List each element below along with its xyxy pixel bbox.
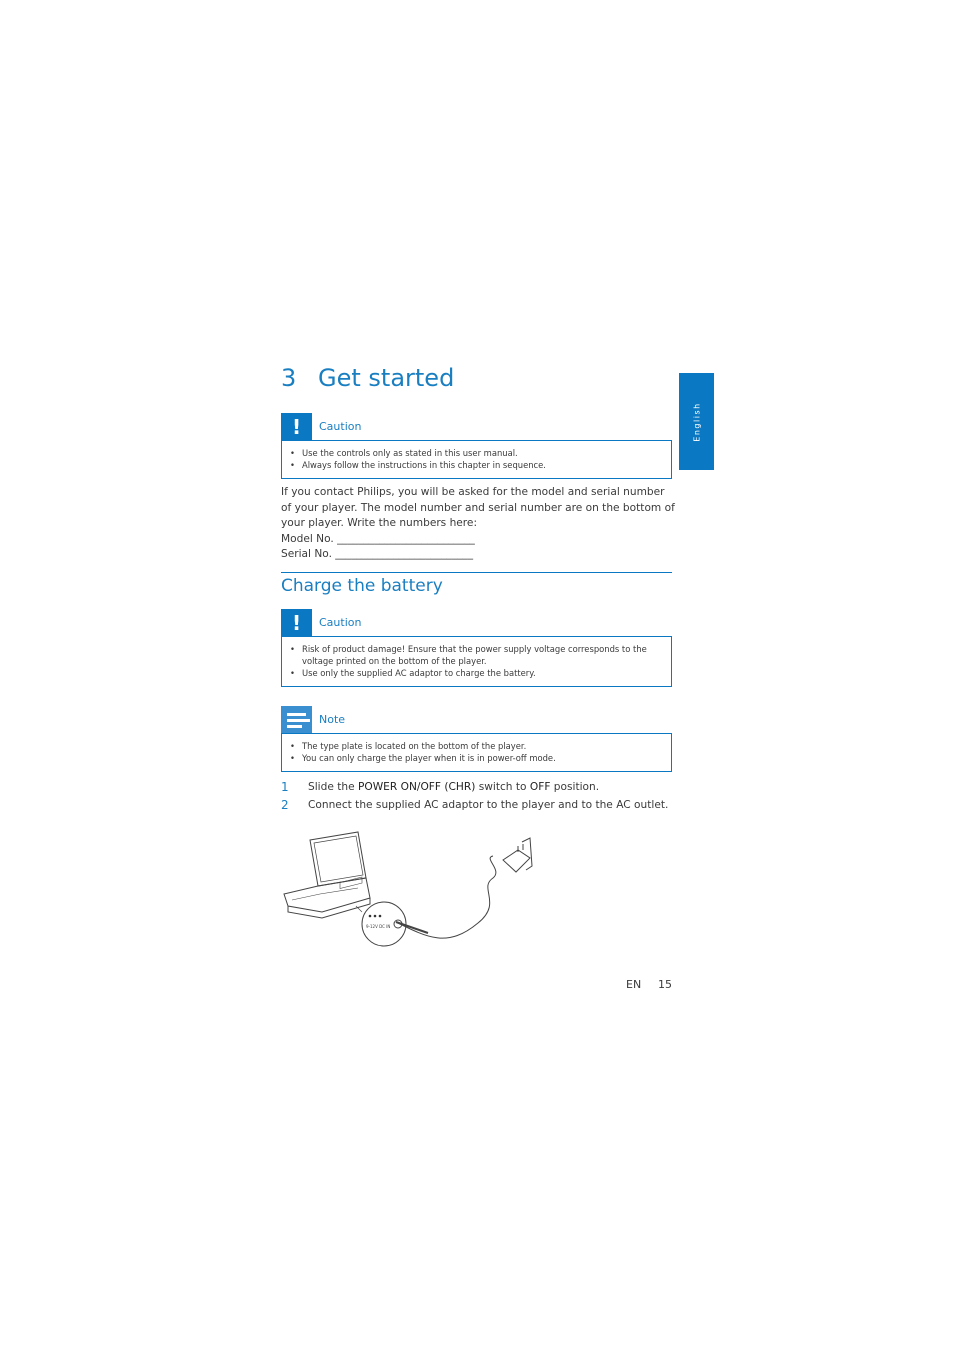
chapter-title: Get started <box>318 364 455 392</box>
note-item: • The type plate is located on the bottom of the player. <box>302 740 661 752</box>
jack-label: 9-12V DC IN <box>366 924 391 929</box>
caution-item: • Use only the supplied AC adaptor to charge the battery. <box>302 667 661 679</box>
charging-illustration <box>278 828 558 953</box>
intro-text <box>281 485 676 563</box>
page-number: 15 <box>658 978 672 991</box>
serial-number-line: Serial No. __________________________ <box>281 548 474 560</box>
step-number: 2 <box>281 798 289 812</box>
chapter-number: 3 <box>281 364 297 392</box>
exclamation-icon: ! <box>281 413 312 441</box>
section-title: Charge the battery <box>281 576 443 596</box>
intro-paragraph: If you contact Philips, you will be asked for the model and serial number of your player. The model number and serial number are on the bottom of your player. Write the numbers here: <box>281 486 675 529</box>
caution-label: Caution <box>319 420 362 433</box>
note-item: • You can only charge the player when it is in power-off mode. <box>302 752 661 764</box>
caution-item: • Risk of product damage! Ensure that the power supply voltage corresponds to the voltage printed on the bottom of the player. <box>302 643 661 667</box>
off-label: OFF <box>529 781 551 793</box>
section-divider <box>281 572 672 573</box>
caution-item: • Always follow the instructions in this chapter in sequence. <box>302 459 661 471</box>
step-number: 1 <box>281 780 289 794</box>
model-number-line: Model No. __________________________ <box>281 532 475 545</box>
footer-language: EN <box>626 978 642 991</box>
note-box <box>281 733 672 772</box>
step-text: Connect the supplied AC adaptor to the player and to the AC outlet. <box>308 799 669 811</box>
exclamation-icon: ! <box>281 609 312 637</box>
caution-label: Caution <box>319 616 362 629</box>
language-tab <box>679 373 714 470</box>
step-text: Slide the POWER ON/OFF (CHR) switch to OFF position. <box>308 781 600 793</box>
note-icon <box>281 706 312 734</box>
caution-box <box>281 440 672 479</box>
note-label: Note <box>319 713 346 726</box>
caution-box <box>281 636 672 687</box>
language-tab-label: English <box>692 401 701 442</box>
caution-item: • Use the controls only as stated in this user manual. <box>302 447 661 459</box>
power-switch-label: POWER ON/OFF (CHR) <box>357 781 476 793</box>
